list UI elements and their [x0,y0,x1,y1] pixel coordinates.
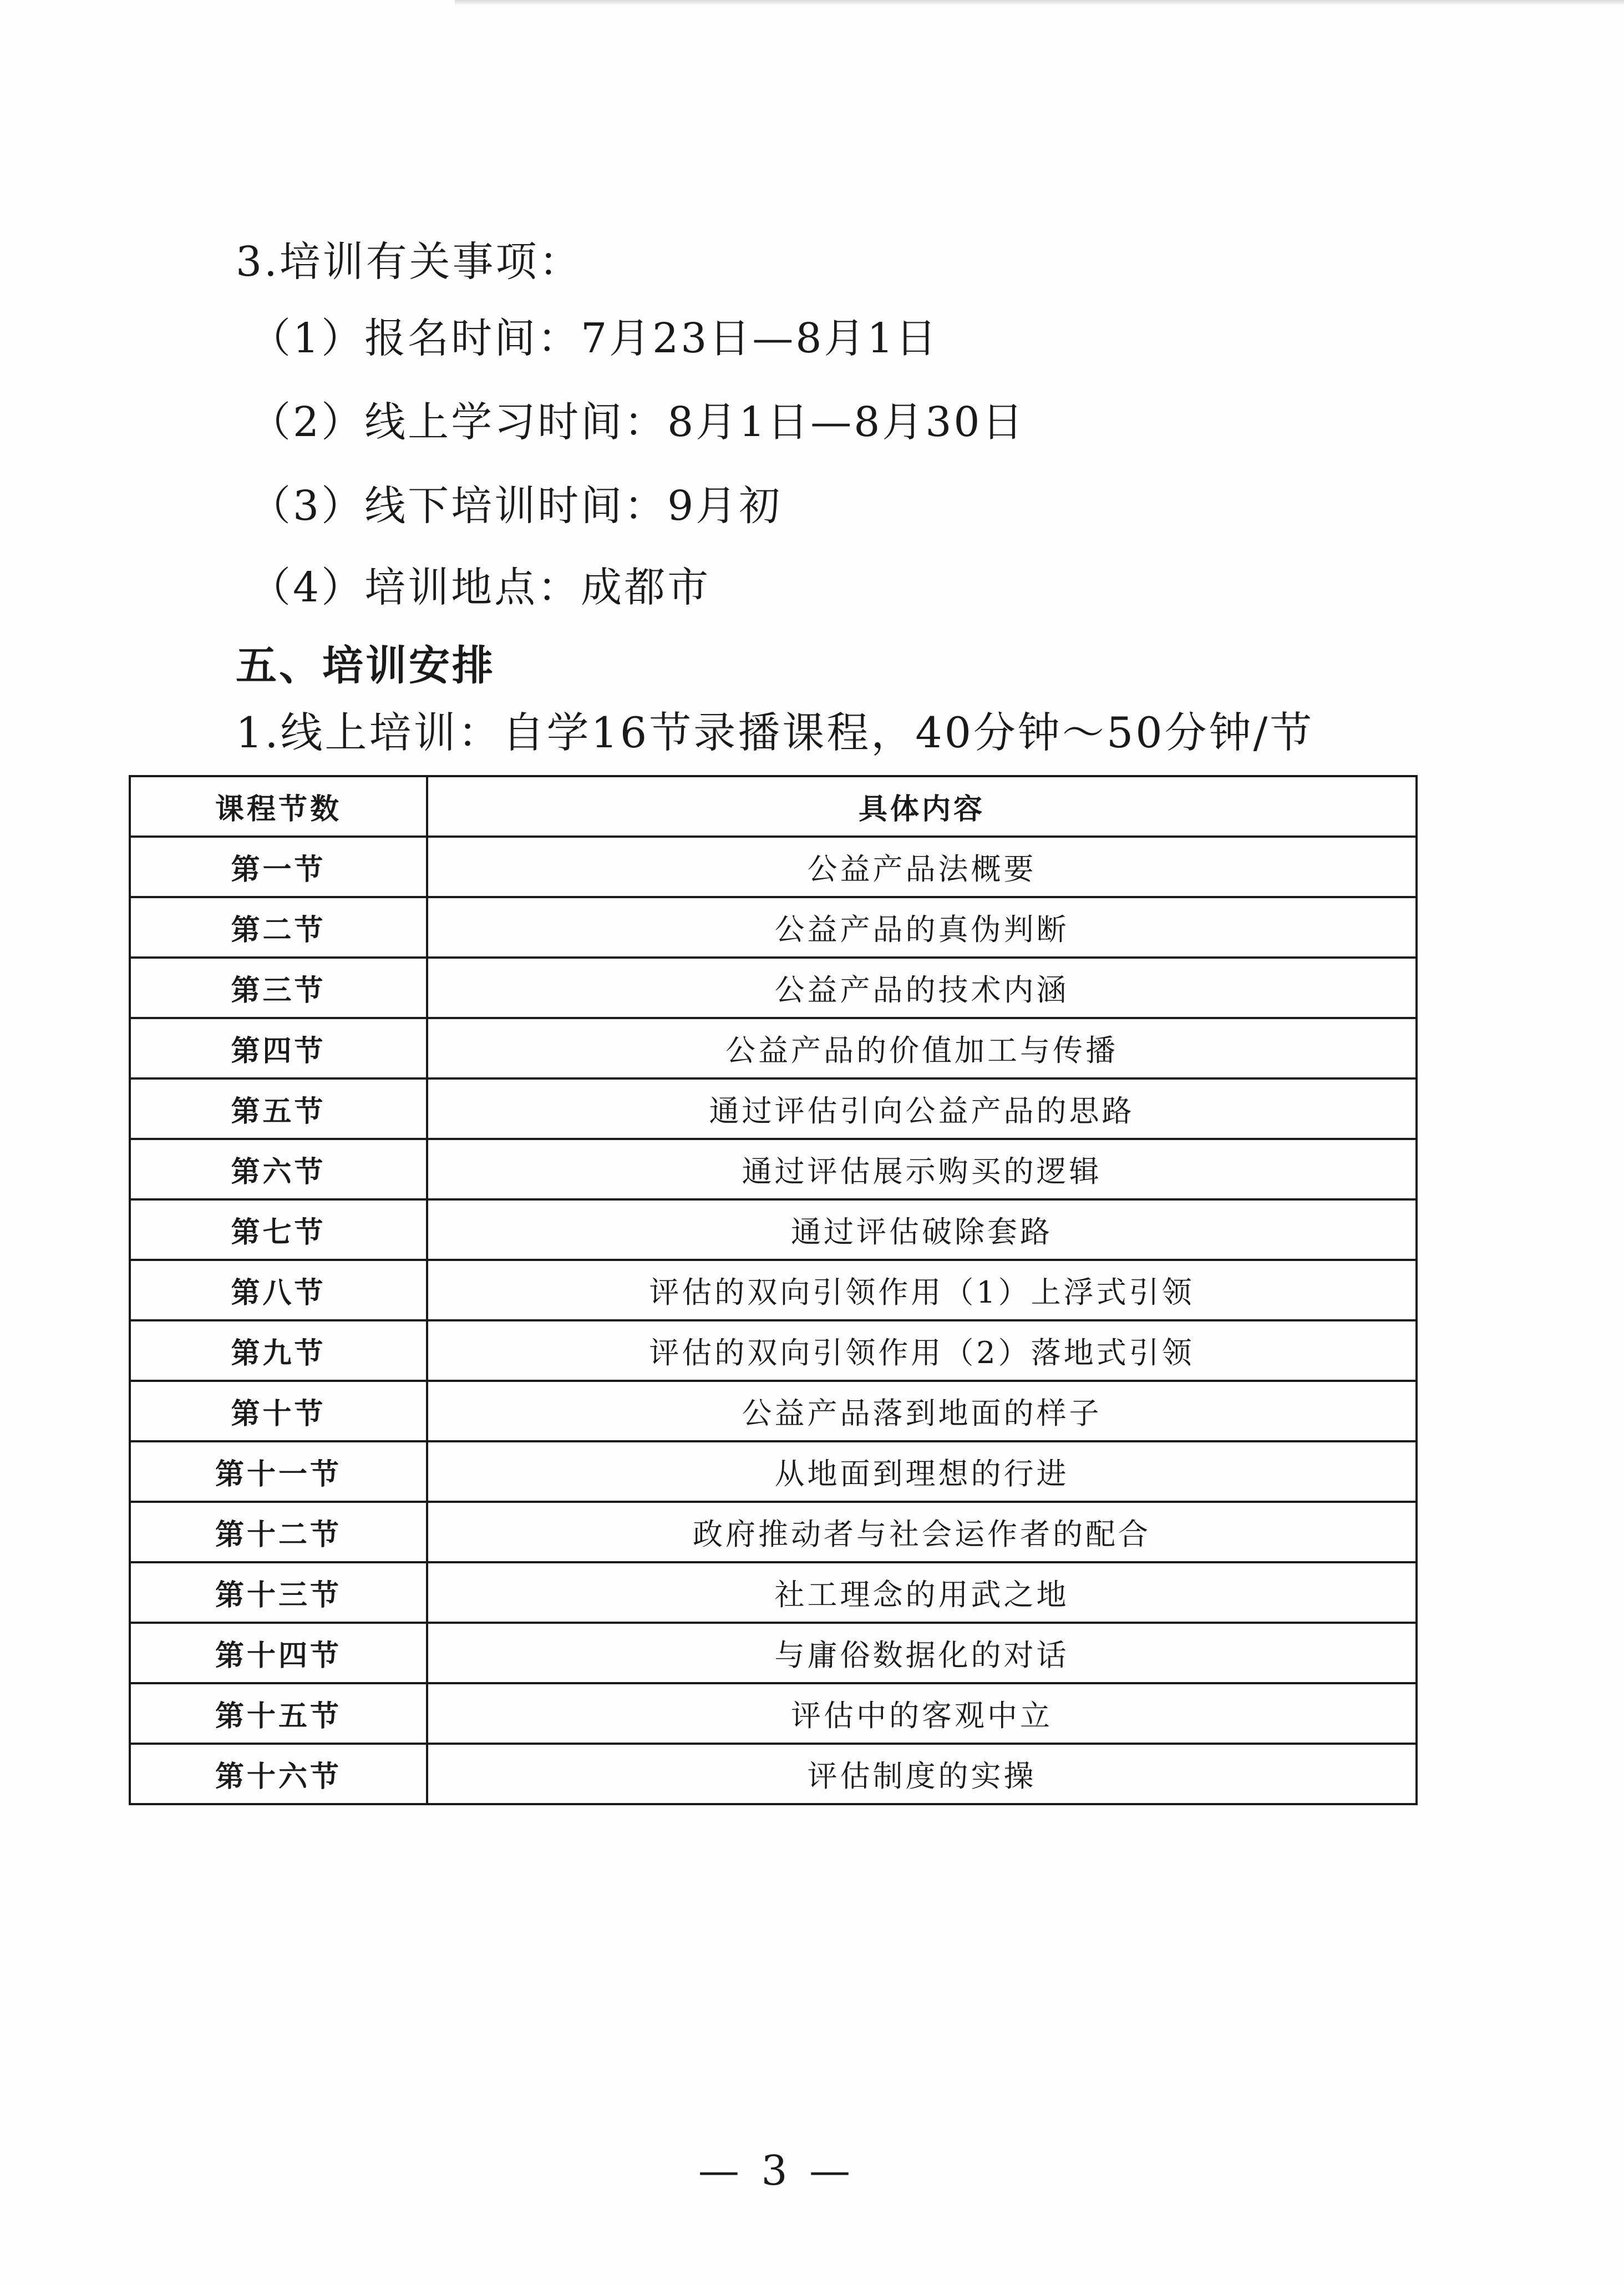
table-row [130,1320,1417,1381]
row-number: 第十五节 [130,1683,427,1744]
table-row [130,1683,1417,1744]
row-content: 评估中的客观中立 [427,1683,1417,1744]
row-number: 第十六节 [130,1744,427,1804]
row-number: 第三节 [130,958,427,1018]
section-5-heading: 五、培训安排 [236,642,495,690]
table-row [130,958,1417,1018]
online-training-line: 1.线上培训：自学16节录播课程，40分钟～50分钟/节 [236,708,1315,757]
row-number: 第七节 [130,1199,427,1260]
table-row [130,837,1417,897]
row-content: 社工理念的用武之地 [427,1562,1417,1623]
table-row [130,1441,1417,1502]
row-number: 第十三节 [130,1562,427,1623]
row-number: 第十节 [130,1381,427,1441]
table-row [130,1502,1417,1562]
table-row [130,1381,1417,1441]
row-number: 第八节 [130,1260,427,1320]
table-header-row [130,776,1417,837]
item-online-study-time: （2）线上学习时间：8月1日—8月30日 [250,398,1026,446]
row-content: 通过评估引向公益产品的思路 [427,1078,1417,1139]
page-number: — 3 — [698,2147,855,2195]
item-registration-time: （1）报名时间：7月23日—8月1日 [250,315,939,362]
row-content: 政府推动者与社会运作者的配合 [427,1502,1417,1562]
row-number: 第四节 [130,1018,427,1078]
row-content: 评估制度的实操 [427,1744,1417,1804]
row-number: 第一节 [130,837,427,897]
row-content: 评估的双向引领作用（2）落地式引领 [427,1320,1417,1381]
table-row [130,1018,1417,1078]
item-offline-training-time: （3）线下培训时间：9月初 [250,482,783,530]
header-course-content: 具体内容 [427,776,1417,837]
scan-edge [455,0,1624,6]
row-number: 第十四节 [130,1623,427,1683]
table-row [130,1078,1417,1139]
row-content: 公益产品落到地面的样子 [427,1381,1417,1441]
table-row [130,897,1417,958]
course-table [129,775,1418,1805]
table-row [130,1744,1417,1804]
table-row [130,1139,1417,1199]
row-content: 公益产品的真伪判断 [427,897,1417,958]
header-course-number: 课程节数 [130,776,427,837]
row-content: 公益产品的技术内涵 [427,958,1417,1018]
table-row [130,1199,1417,1260]
row-content: 从地面到理想的行进 [427,1441,1417,1502]
row-number: 第十一节 [130,1441,427,1502]
row-content: 通过评估破除套路 [427,1199,1417,1260]
section-3-title: 3.培训有关事项： [236,238,582,286]
row-content: 通过评估展示购买的逻辑 [427,1139,1417,1199]
row-number: 第二节 [130,897,427,958]
table-row [130,1562,1417,1623]
item-training-location: （4）培训地点：成都市 [250,564,711,611]
row-content: 评估的双向引领作用（1）上浮式引领 [427,1260,1417,1320]
row-content: 公益产品法概要 [427,837,1417,897]
row-content: 公益产品的价值加工与传播 [427,1018,1417,1078]
row-number: 第十二节 [130,1502,427,1562]
row-number: 第六节 [130,1139,427,1199]
row-content: 与庸俗数据化的对话 [427,1623,1417,1683]
row-number: 第五节 [130,1078,427,1139]
row-number: 第九节 [130,1320,427,1381]
table-row [130,1623,1417,1683]
table-row [130,1260,1417,1320]
